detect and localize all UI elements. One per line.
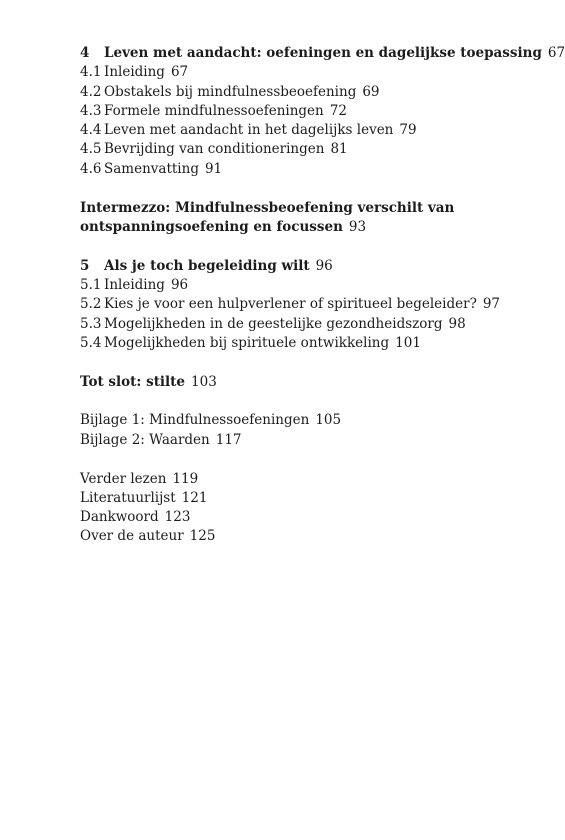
entry-title: Bijlage 2: Waarden: [80, 431, 210, 448]
spacer: [80, 237, 520, 257]
toc-entry-5-4: [80, 334, 520, 353]
toc-entry-4-6: [80, 160, 520, 179]
toc-entry-5-3: [80, 315, 520, 334]
entry-title: Verder lezen: [80, 470, 167, 487]
entry-page: 123: [164, 509, 191, 526]
entry-page: 121: [181, 489, 208, 506]
entry-page: 105: [315, 412, 342, 429]
section-page: 97: [482, 296, 500, 313]
intermezzo-heading-line-1: Intermezzo: Mindfulnessbeoefening verschilt van: [80, 199, 455, 216]
toc-entry-5-2: [80, 295, 520, 314]
toc-entry-4-5: [80, 140, 520, 159]
section-title: Inleiding: [104, 276, 165, 293]
section-number: 5.3: [80, 315, 102, 332]
toc-entry-verder-lezen: [80, 470, 520, 489]
section-page: 69: [362, 83, 380, 100]
intermezzo-page: 93: [348, 218, 367, 235]
toc-entry-bijlage-1: [80, 411, 520, 430]
section-page: 91: [204, 160, 223, 177]
entry-page: 119: [172, 470, 199, 487]
section-number: 5.1: [80, 276, 102, 293]
entry-page: 117: [215, 431, 242, 448]
chapter-4-heading: [80, 44, 565, 63]
toc-entry-5-1: [80, 276, 520, 295]
entry-page: 103: [191, 373, 217, 390]
intermezzo-title: ontspanningsoefening en focussen: [80, 218, 343, 235]
toc-entry-4-1: [80, 63, 520, 82]
section-number: 4.2: [80, 83, 102, 100]
toc-entry-tot-slot: [80, 373, 520, 392]
section-number: 4.1: [80, 64, 102, 81]
spacer: [80, 450, 520, 470]
entry-title: Over de auteur: [80, 528, 184, 545]
section-number: 5.4: [80, 334, 102, 351]
section-number: 4.4: [80, 122, 102, 139]
entry-title: Bijlage 1: Mindfulnessoefeningen: [80, 412, 310, 429]
toc-entry-over-de-auteur: [80, 527, 520, 546]
section-title: Leven met aandacht in het dagelijks leven: [104, 122, 394, 139]
intermezzo-heading-line-2: [80, 218, 520, 237]
section-title: Obstakels bij mindfulnessbeoefening: [104, 83, 357, 100]
chapter-title: Leven met aandacht: oefeningen en dagelijkse toepassing: [104, 45, 542, 61]
section-number: 4.3: [80, 102, 102, 119]
section-number: 4.6: [80, 160, 102, 177]
entry-page: 125: [189, 528, 216, 545]
section-page: 67: [170, 64, 189, 81]
section-page: 81: [330, 141, 348, 158]
section-title: Mogelijkheden in de geestelijke gezondheidszorg: [104, 315, 443, 332]
section-page: 79: [399, 122, 417, 139]
section-number: 5.2: [80, 296, 102, 313]
chapter-5-heading: [80, 257, 520, 276]
spacer: [80, 353, 520, 373]
toc-entry-dankwoord: [80, 508, 520, 527]
chapter-page: 96: [315, 257, 333, 274]
entry-title: Dankwoord: [80, 509, 159, 526]
section-page: 96: [170, 276, 189, 293]
section-title: Mogelijkheden bij spirituele ontwikkeling: [104, 334, 390, 351]
section-page: 98: [448, 315, 466, 332]
toc-entry-bijlage-2: [80, 431, 520, 450]
spacer: [80, 179, 520, 199]
section-title: Kies je voor een hulpverlener of spiritueel begeleider?: [104, 296, 477, 313]
chapter-number: 5: [80, 257, 90, 274]
section-number: 4.5: [80, 141, 102, 158]
chapter-title: Als je toch begeleiding wilt: [104, 257, 310, 274]
section-title: Bevrijding van conditioneringen: [104, 141, 325, 158]
toc-entry-4-3: [80, 102, 520, 121]
chapter-page: 67: [547, 45, 565, 61]
section-page: 72: [329, 102, 347, 119]
entry-title: Tot slot: stilte: [80, 373, 186, 390]
toc-entry-4-2: [80, 83, 520, 102]
section-title: Inleiding: [104, 64, 165, 81]
section-page: 101: [395, 334, 421, 351]
entry-title: Literatuurlijst: [80, 489, 176, 506]
spacer: [80, 392, 520, 412]
table-of-contents: [80, 44, 565, 547]
chapter-number: 4: [80, 45, 90, 61]
toc-entry-literatuurlijst: [80, 489, 520, 508]
toc-entry-4-4: [80, 121, 520, 140]
section-title: Samenvatting: [104, 160, 199, 177]
section-title: Formele mindfulnessoefeningen: [104, 102, 324, 119]
